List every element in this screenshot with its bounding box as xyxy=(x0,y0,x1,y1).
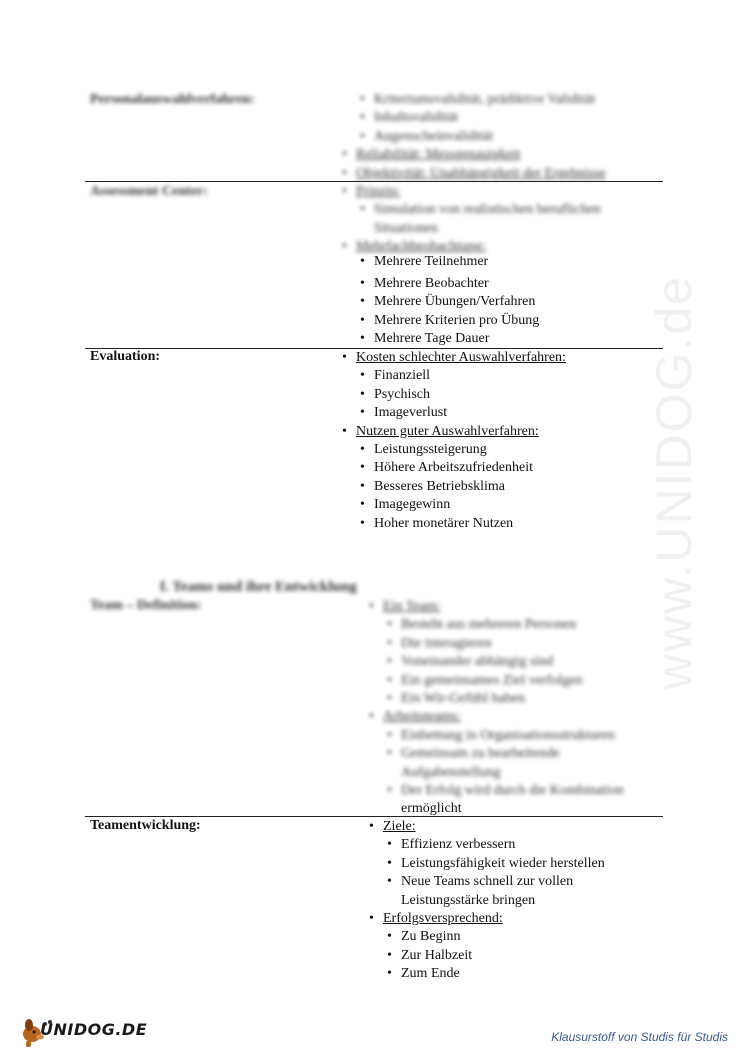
list-item: • Besseres Betriebsklima xyxy=(338,478,566,496)
list-team-definition xyxy=(365,598,624,800)
divider xyxy=(85,181,663,182)
list-assessment xyxy=(338,256,539,349)
list-item: • Imageverlust xyxy=(338,404,566,422)
list-evaluation xyxy=(338,349,566,533)
term-evaluation: Evaluation: xyxy=(90,349,161,364)
term-assessment: Assessment Center: xyxy=(90,184,208,199)
list-item: • Voneinander abhängig sind xyxy=(365,653,624,671)
list-item: Arbeitsteams: xyxy=(383,709,461,725)
logo-text: UNIDOG.DE xyxy=(40,1020,148,1039)
list-item: Kosten schlechter Auswahlverfahren: xyxy=(356,350,566,365)
list-item: • Ein Wir-Gefühl haben xyxy=(365,690,624,708)
list-item: • Mehrere Tage Dauer xyxy=(338,330,539,348)
list-item: Ziele: xyxy=(383,819,416,834)
list-assessment-blurred xyxy=(338,183,601,257)
section-heading-teams: f. Teams und ihre Entwicklung xyxy=(160,579,357,595)
list-item: Mehrfachbeobachtung: xyxy=(356,239,486,255)
term-team-definition: Team – Definition: xyxy=(90,598,202,613)
list-item: • Mehrere Übungen/Verfahren xyxy=(338,293,539,311)
list-item: Objektivität: Unabhängigkeit der Ergebnisse xyxy=(356,165,606,181)
list-item: • Effizienz verbessern xyxy=(365,836,605,854)
list-item: • Mehrere Teilnehmer xyxy=(338,256,539,267)
list-item: • Inhaltsvalidität xyxy=(338,109,606,127)
footer-tagline: Klausurstoff von Studis für Studis xyxy=(551,1030,728,1044)
list-item: Nutzen guter Auswahlverfahren: xyxy=(356,423,539,439)
list-item: Prinzip: xyxy=(356,184,401,199)
list-item: Aufgabenstellung xyxy=(401,764,501,780)
list-item: • Kriteriumsvalidität, prädiktive Validität xyxy=(338,91,606,109)
term-personalauswahl: Personalauswahlverfahren: xyxy=(90,92,255,107)
list-item: • Die interagieren xyxy=(365,635,624,653)
list-item: • Der Erfolg wird durch die Kombination xyxy=(365,782,624,800)
list-item: • Leistungsfähigkeit wieder herstellen xyxy=(365,855,605,873)
list-item: Leistungsstärke bringen xyxy=(401,892,536,908)
list-teamentwicklung xyxy=(365,818,605,984)
list-item: Reliabilität: Messgenauigkeit xyxy=(356,147,521,163)
list-item: • Zur Halbzeit xyxy=(365,947,605,965)
list-item: Erfolgsversprechend: xyxy=(383,911,503,927)
list-item: • Hoher monetärer Nutzen xyxy=(338,515,566,533)
list-item: • Höhere Arbeitszufriedenheit xyxy=(338,459,566,477)
term-teamentwicklung: Teamentwicklung: xyxy=(90,818,201,833)
list-item: • Gemeinsam zu bearbeitende xyxy=(365,745,624,763)
list-item: • Neue Teams schnell zur vollen xyxy=(365,873,605,891)
divider xyxy=(85,816,663,817)
list-item: • Leistungssteigerung xyxy=(338,441,566,459)
list-item: • Zu Beginn xyxy=(365,928,605,946)
list-item: Ein Team: xyxy=(383,599,441,614)
list-item: • Simulation von realistischen beruflichen xyxy=(338,201,601,219)
list-item: • Mehrere Beobachter xyxy=(338,275,539,293)
watermark: www.UNIDOG.de xyxy=(646,275,702,690)
list-item: • Zum Ende xyxy=(365,965,605,983)
list-item: • Augenscheinvalidität xyxy=(338,128,606,146)
list-item: • Besteht aus mehreren Personen xyxy=(365,616,624,634)
list-item: • Mehrere Kriterien pro Übung xyxy=(338,312,539,330)
list-personalauswahl xyxy=(338,91,606,183)
list-item: • Einbettung in Organisationsstrukturen xyxy=(365,727,624,745)
list-item: • Ein gemeinsames Ziel verfolgen xyxy=(365,672,624,690)
list-item: ermöglicht xyxy=(401,801,462,816)
list-item: • Psychisch xyxy=(338,386,566,404)
list-item: • Finanziell xyxy=(338,367,566,385)
list-item: Situationen xyxy=(374,220,438,236)
list-item: • Imagegewinn xyxy=(338,496,566,514)
